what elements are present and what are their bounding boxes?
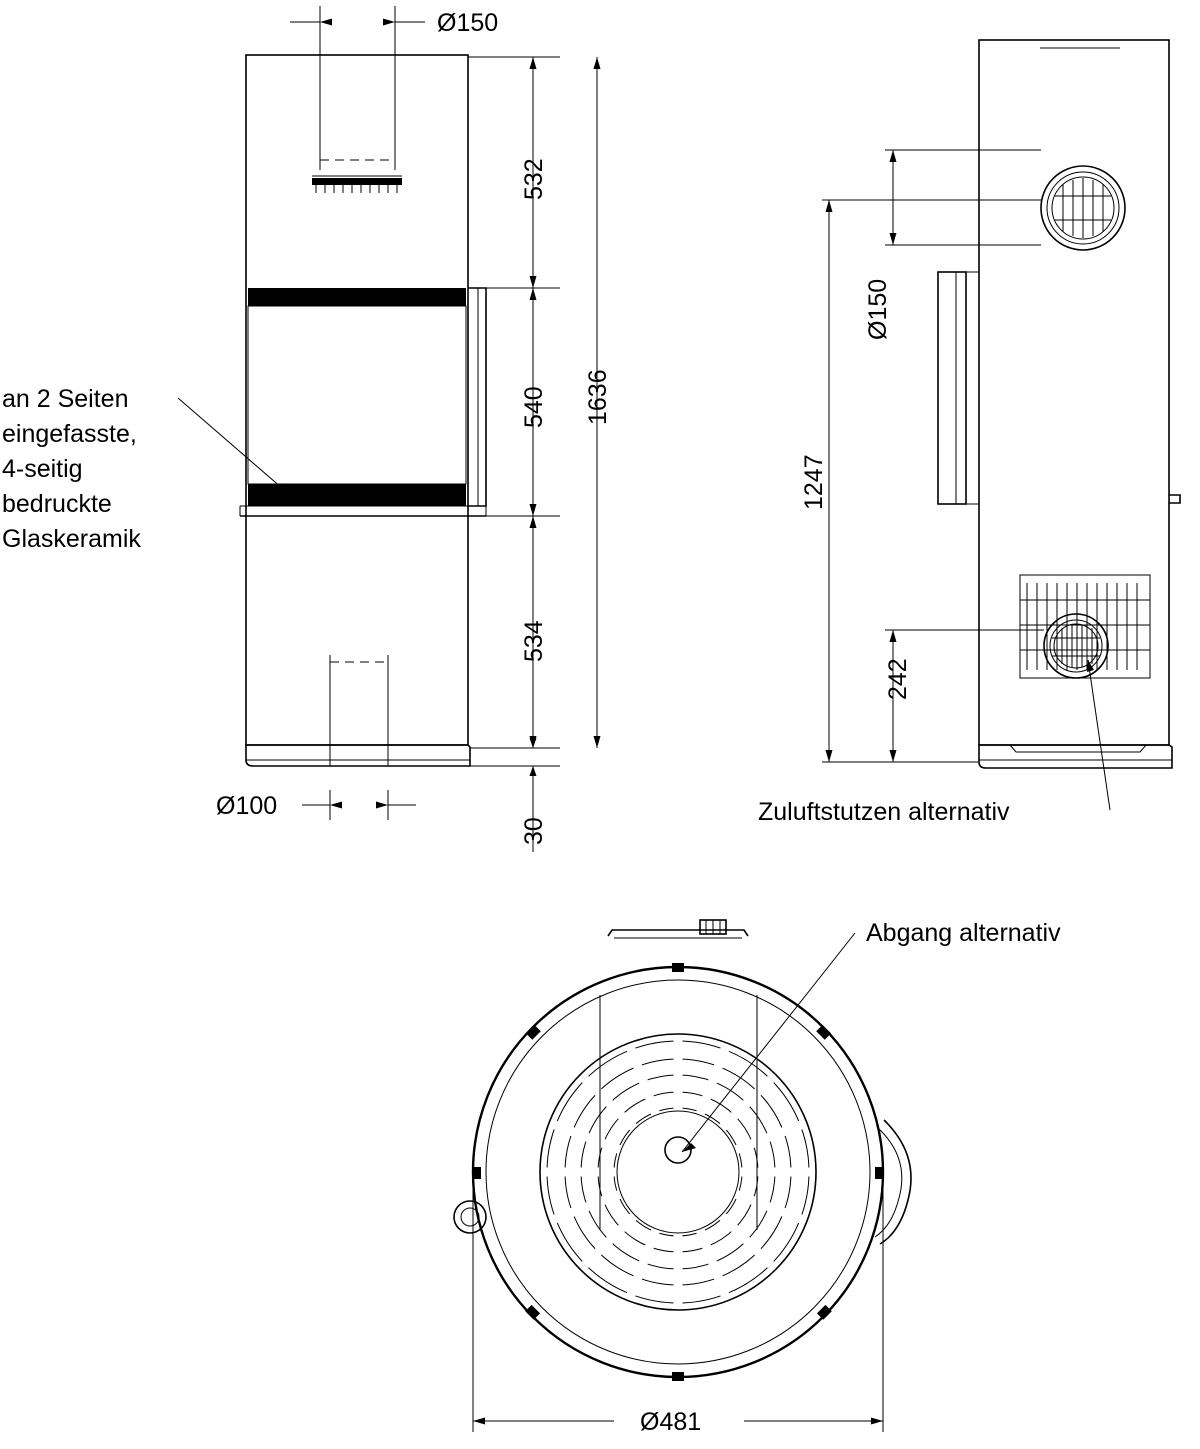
front-view [216, 6, 612, 852]
top-view [454, 919, 1061, 1437]
dim-front-bottom-dia: Ø100 [216, 792, 278, 820]
dim-front-534: 534 [520, 620, 548, 662]
dim-front-1636: 1636 [584, 369, 612, 425]
dim-side-dia150: Ø150 [864, 278, 892, 340]
glass-note-line-5: Glaskeramik [2, 525, 141, 553]
dim-side-1247: 1247 [800, 454, 828, 510]
abgang-note: Abgang alternativ [866, 919, 1061, 947]
dim-front-540: 540 [520, 386, 548, 428]
glass-note-line-1: an 2 Seiten [2, 385, 129, 413]
zuluftstutzen-note: Zuluftstutzen alternativ [758, 798, 1010, 826]
dim-front-30: 30 [520, 817, 548, 845]
side-view [758, 40, 1180, 826]
glass-note-line-3: 4-seitig [2, 455, 83, 483]
glass-note-line-2: eingefasste, [2, 420, 137, 448]
dim-side-242: 242 [884, 658, 912, 700]
glass-note-line-4: bedruckte [2, 490, 112, 518]
dim-top-dia481: Ø481 [640, 1408, 702, 1436]
dim-front-top-dia: Ø150 [437, 9, 499, 37]
dim-front-532: 532 [520, 158, 548, 200]
